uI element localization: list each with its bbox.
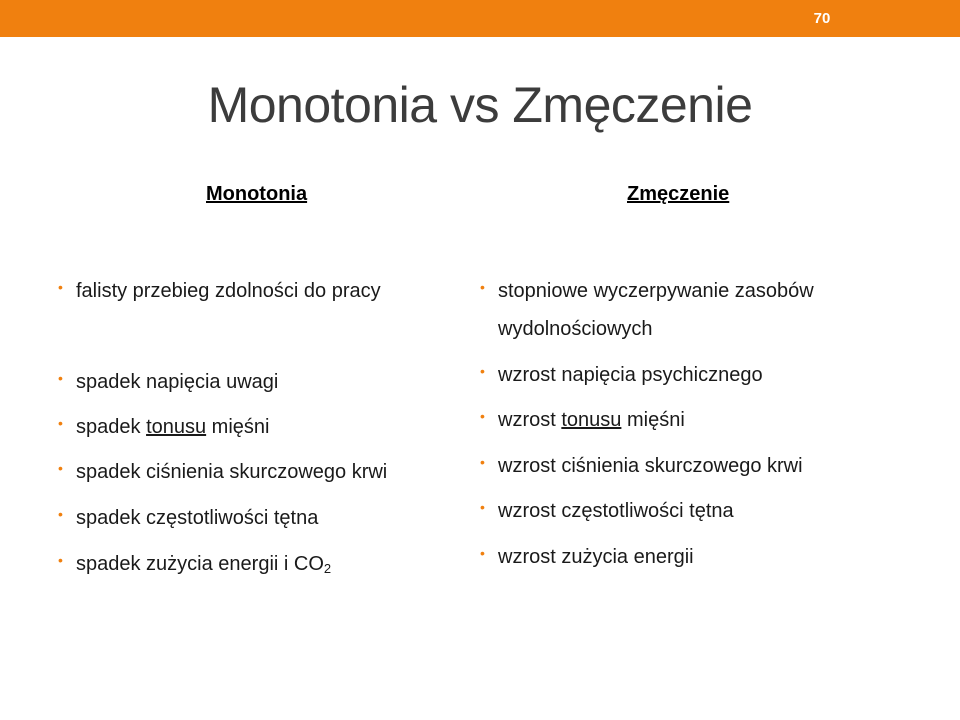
list-item: • spadek napięcia uwagi [76, 363, 278, 401]
list-item: • spadek częstotliwości tętna [76, 499, 318, 537]
list-item: • spadek zużycia energii i $CO_2$ [76, 545, 331, 588]
slide-title: Monotonia vs Zmęczenie [207, 77, 753, 133]
bullet-dot-icon: • [58, 506, 63, 522]
list-item: • wzrost ciśnienia skurczowego krwi [498, 447, 803, 485]
list-item: • stopniowe wyczerpywanie zasobów wydolnościowych [498, 272, 814, 348]
list-item: • falisty przebieg zdolności do pracy [76, 272, 381, 310]
bullet-dot-icon: • [58, 552, 63, 568]
list-item: • spadek ciśnienia skurczowego krwi [76, 453, 387, 491]
heading-monotonia: Monotonia [206, 183, 308, 205]
bullet-dot-icon: • [58, 370, 63, 386]
bullet-dot-icon: • [480, 363, 485, 379]
top-accent-bar [0, 0, 960, 37]
bullet-dot-icon: • [58, 279, 63, 295]
heading-zmeczenie: Zmęczenie [627, 183, 730, 205]
bullet-dot-icon: • [58, 460, 63, 476]
list-item: • wzrost napięcia psychicznego [498, 356, 763, 394]
list-item: • wzrost częstotliwości tętna [498, 492, 734, 530]
bullet-dot-icon: • [58, 415, 63, 431]
bullet-dot-icon: • [480, 454, 485, 470]
underlined-term: tonusu [561, 409, 622, 431]
list-item: • wzrost tonusu mięśni [498, 401, 685, 439]
bullet-dot-icon: • [480, 545, 485, 561]
bullet-dot-icon: • [480, 499, 485, 515]
bullet-dot-icon: • [480, 408, 485, 424]
page-number: 70 [813, 10, 831, 27]
underlined-term: tonusu [146, 416, 207, 438]
list-item: • wzrost zużycia energii [498, 538, 694, 576]
subscript: 2 [323, 561, 332, 576]
list-item: • spadek tonusu mięśni [76, 408, 269, 446]
bullet-dot-icon: • [480, 279, 485, 295]
